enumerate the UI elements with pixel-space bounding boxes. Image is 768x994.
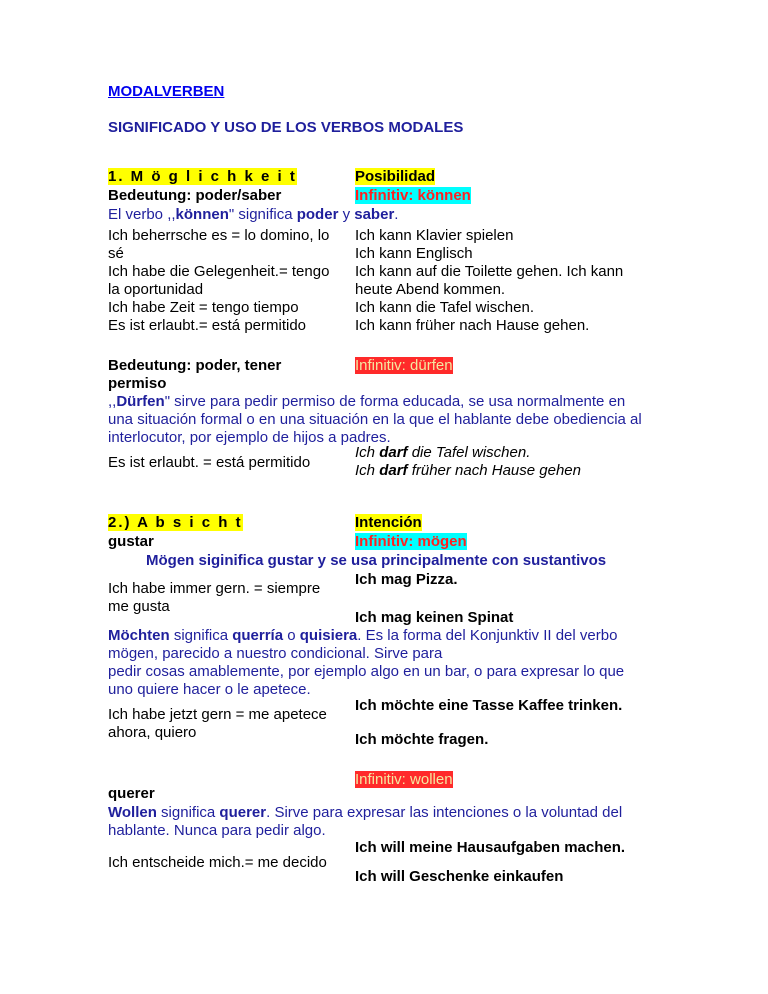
title-link[interactable]: MODALVERBEN [108,83,225,100]
s1b-left: Es ist erlaubt. = está permitido [108,454,311,471]
s2-left: Ich habe jetzt gern = me apetece [108,706,327,723]
s3-infinitive: Infinitiv: wollen [355,771,453,788]
s1b-description: ,,Dürfen" sirve para pedir permiso de forma educada, se usa normalmente en una situación formal o en una situación en la que el hablante debe obediencia al interlocutor, por ejemplo de hijos a padres. [108,393,642,446]
s1-left-line: la oportunidad [108,281,204,298]
s1b-infinitive: Infinitiv: dürfen [355,357,453,374]
s2-example: Ich möchte fragen. [355,731,489,748]
s1-left-line: sé [108,245,124,262]
s2-meaning: gustar [108,533,154,550]
s1-example: heute Abend kommen. [355,281,506,298]
s3-example: Ich will Geschenke einkaufen [355,868,564,885]
s2-moechten-description: Möchten significa querría o quisiera. Es la forma del Konjunktiv II del verbo mögen, parecido a nuestro condicional. Sirve para pedir cosas amablemente, por ejemplo algo en un bar, o para expresar lo que uno quiere hacer o le apetece. [108,627,625,698]
s3-left: Ich entscheide mich.= me decido [108,854,327,871]
s1-example: Ich kann früher nach Hause gehen. [355,317,590,334]
subtitle: SIGNIFICADO Y USO DE LOS VERBOS MODALES [108,119,464,136]
s1-example: Ich kann Klavier spielen [355,227,514,244]
s2-infinitive: Infinitiv: mögen [355,533,467,550]
s1-meaning: Bedeutung: poder/saber [108,187,282,204]
s2-left-cont: me gusta [108,598,170,615]
s2-example: Ich mag keinen Spinat [355,609,514,626]
s2-example: Ich mag Pizza. [355,571,458,588]
s1b-meaning: Bedeutung: poder, tener [108,357,282,374]
s1-example: Ich kann die Tafel wischen. [355,299,534,316]
s1-example: Ich kann Englisch [355,245,473,262]
s1-left-line: Ich beherrsche es = lo domino, lo [108,227,330,244]
s3-example: Ich will meine Hausaufgaben machen. [355,839,626,856]
s1b-example: Ich darf früher nach Hause gehen [355,462,581,479]
s1-infinitive: Infinitiv: können [355,187,471,204]
s1b-meaning-cont: permiso [108,375,167,392]
s1-heading-de: 1. M ö g l i c h k e i t [108,168,297,185]
s2-left: Ich habe immer gern. = siempre [108,580,321,597]
s2-left-cont: ahora, quiero [108,724,197,741]
s1b-example: Ich darf die Tafel wischen. [355,444,531,461]
s1-left-line: Ich habe die Gelegenheit.= tengo [108,263,330,280]
s2-heading-de: 2.) A b s i c h t [108,514,243,531]
s1-left-line: Ich habe Zeit = tengo tiempo [108,299,299,316]
s3-description: Wollen significa querer. Sirve para expresar las intenciones o la voluntad del hablante. Nunca para pedir algo. [108,804,623,839]
s1-left-line: Es ist erlaubt.= está permitido [108,317,307,334]
s2-example: Ich möchte eine Tasse Kaffee trinken. [355,697,623,714]
page-title[interactable] [108,83,224,101]
s1-description: El verbo ,,können" significa poder y saber. [108,206,399,223]
s2-subheading: Mögen siginifica gustar y se usa principalmente con sustantivos [146,552,607,569]
s1-heading-es: Posibilidad [355,168,436,185]
s1-example: Ich kann auf die Toilette gehen. Ich kann [355,263,624,280]
s2-heading-es: Intención [355,514,422,531]
s3-meaning: querer [108,785,155,802]
